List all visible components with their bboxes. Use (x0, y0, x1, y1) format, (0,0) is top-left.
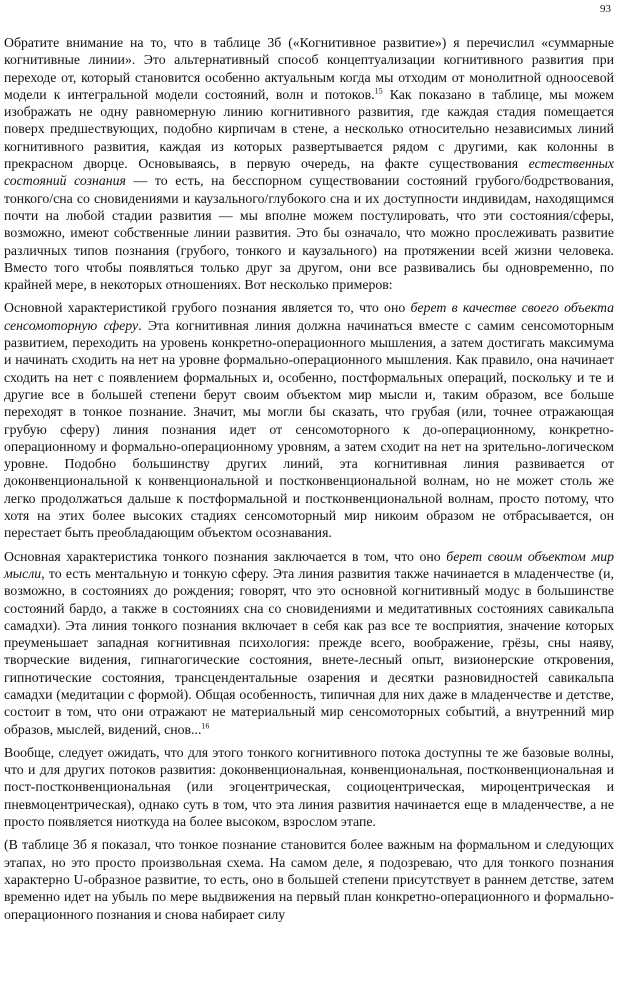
paragraph (4, 299, 614, 541)
page-number: 93 (600, 3, 611, 15)
paragraph (4, 836, 614, 922)
paragraph-text: (В таблице 3б я показал, что тонкое познание становится более важным на формальном и следующих этапах, но это просто произвольная схема. На самом деле, я подозреваю, что для тонкого познания характерно U-образное развитие, то есть, оно в большей степени присутствует в раннем детстве, затем временно идет на убыль по мере выдвижения на первый план конкретно-операционного и формально-операционного познания и снова набирает силу (4, 837, 614, 922)
footnote-marker[interactable]: 16 (201, 720, 210, 730)
paragraph-text: — то есть, на бесспорном существовании состояний грубого/бодрствования, тонкого/сна со сновидениями и каузального/глубокого сна и их доступности индивидам, находящимся почти на любой стадии развития — мы вполне можем постулировать, что эти состояния/сферы, возможно, имеют собственные линии развития. Это бы означало, что можно прослеживать развитие различных типов познания (грубого, тонкого и каузального) на протяжении всей жизни человека. Вместо того чтобы появляться только друг за другом, они все развивались бы одновременно, по крайней мере, в некоторых отношениях. Вот несколько примеров: (4, 173, 614, 293)
paragraph-text: Основной характеристикой грубого познания является то, что оно (4, 300, 411, 316)
paragraph (4, 744, 614, 830)
footnote-marker[interactable]: 15 (374, 86, 383, 96)
emphasized-text: берет в качестве своего объекта сенсомоторную сферу (4, 300, 614, 333)
page-body (4, 34, 614, 929)
paragraph-text: Обратите внимание на то, что в таблице 3б («Когнитивное развитие») я перечислил «суммарные когнитивные линии». Это альтернативный способ концептуализации когнитивного развития при переходе от, который становится особенно актуальным когда мы отходим от монолитной одноосевой модели к интегральной модели состояний, волн и потоков. (4, 35, 614, 102)
paragraph-text: . Эта когнитивная линия должна начинаться вместе с самим сенсомоторным развитием, переходить на уровень конкретно-операционного мышления, а затем достигать максимума и начинать сходить на нет на уровне формально-операционного мышления. Как правило, она начинает сходить на нет с появлением формальных и, особенно, постформальных операций, поскольку и те и другие все в большей степени берут своим объектом мир мысли и, таким образом, все больше переходят в тонкое познание. Значит, мы могли бы сказать, что грубая (или, точнее отражающая грубую сферу) линия познания идет от сенсомоторного к до-операционному, конкретно-операционному и формально-операционному уровням, а затем сходит на нет на зрительно-логическом уровне. Подобно большинству других линий, эта когнитивная линия развивается от доконвенциональной к конвенциональной и постконвенциональной волнам, но не может столь же легко продолжаться дальше к постформальной и постконвенциональной волнам, просто потому, что хотя на этих более высоких стадиях сенсомоторный мир никоим образом не отбрасывается, он перестает быть преобладающим объектом осознавания. (4, 317, 615, 541)
paragraph-text: Вообще, следует ожидать, что для этого тонкого когнитивного потока доступны те же базовые волны, что и для других потоков развития: доконвенциональная, конвенциональная, постконвенциональная и пост-постконвенциональная (или эгоцентрическая, социоцентрическая, мироцентрическая и пневмоцентрическая), однако суть в том, что эта линия развития начинается еще в младенчестве, а не просто появляется ниоткуда на более высоком, взрослом этапе. (4, 744, 614, 830)
paragraph (4, 34, 614, 293)
paragraph-text: Как показано в таблице, мы можем изображать не одну равномерную линию когнитивного развития, где каждая стадия помещается поверх предшествующих, подобно кирпичам в стене, а несколько относительно независимых линий когнитивного развития, каждая из которых развертывается рядом с другими, как колонны в прекрасном дворце. Основываясь, в первую очередь, на факте существования (4, 86, 615, 172)
paragraph (4, 548, 614, 738)
emphasized-text: естественных состояний сознания (4, 156, 614, 189)
paragraph-text: , то есть ментальную и тонкую сферу. Эта линия развития также начинается в младенчестве (и, возможно, в состояниях до рождения; говорят, что это основной когнитивный модус в большинстве состояний бардо, а также в состояниях сна со сновидениями и медитативных состояниях савикальпа самадхи). Эта линия тонкого познания включает в себя как раз все те восприятия, значение которых преуменьшает западная когнитивная психология: прежде всего, воображение, грёзы, сны наяву, творческие видения, гипнагогические состояния, внете-лесный опыт, визионерские откровения, гипнотические состояния, трансцендентальные озарения и десятки разновидностей савикальпа самадхи (медитации с формой). Общая особенность, типичная для них даже в младенчестве и детстве, состоит в том, что они отражают не материальный мир сенсомоторных событий, а внутренний мир образов, мыслей, видений, снов... (4, 565, 614, 737)
paragraph-text: Основная характеристика тонкого познания заключается в том, что оно (4, 548, 447, 564)
emphasized-text: берет своим объектом мир мысли (4, 548, 614, 581)
